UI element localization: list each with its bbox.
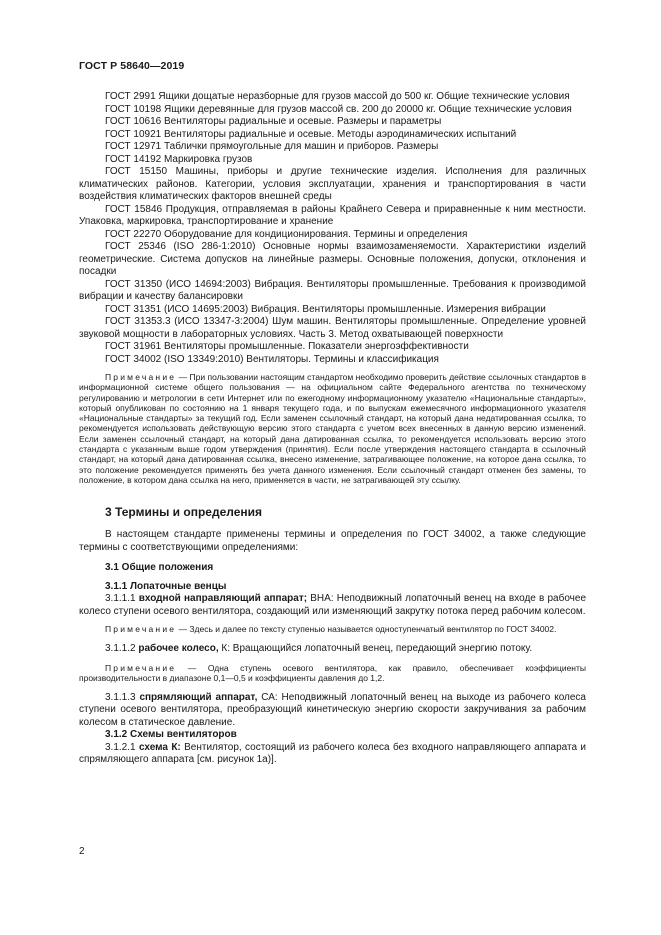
ref-gost-14192: ГОСТ 14192 Маркировка грузов	[105, 153, 253, 165]
ref-gost-34002: ГОСТ 34002 (ISO 13349:2010) Вентиляторы. Термины и классификация	[105, 353, 439, 365]
ref-gost-31353-3: ГОСТ 31353.3 (ИСО 13347-3:2004) Шум машин. Вентиляторы промышленные. Определение уровней звуковой мощности в лабораторных условиях. Часть 3. Метод охватывающей поверхности	[79, 316, 586, 340]
ref-gost-10616: ГОСТ 10616 Вентиляторы радиальные и осевые. Размеры и параметры	[105, 116, 442, 127]
section-3-title: 3 Термины и определения	[105, 505, 263, 520]
document-body	[79, 91, 586, 767]
section-3-1-2-title: 3.1.2 Схемы вентиляторов	[105, 729, 237, 741]
ref-gost-10198: ГОСТ 10198 Ящики деревянные для грузов массой св. 200 до 20000 кг. Общие технические условия	[105, 103, 572, 115]
ref-gost-12971: ГОСТ 12971 Таблички прямоугольные для машин и приборов. Размеры	[105, 141, 439, 152]
section-3-intro: В настоящем стандарте применены термины и определения по ГОСТ 34002, а также следующие термины с соответствующими определениями:	[79, 529, 586, 553]
term-name: рабочее колесо,	[138, 642, 219, 654]
term-name: схема К:	[138, 741, 181, 753]
term-name: входной направляющий аппарат;	[138, 593, 308, 605]
term-3-1-1-2: 3.1.1.2 рабочее колесо, К: Вращающийся лопаточный венец, передающий энергию потоку.	[105, 642, 533, 654]
ref-gost-15846: ГОСТ 15846 Продукция, отправляемая в районы Крайнего Севера и приравненные к ним местности. Упаковка, маркировка, транспортирование и хранение	[79, 203, 586, 227]
term-3-1-2-1: 3.1.2.1 схема К: Вентилятор, состоящий из рабочего колеса без входного направляющего аппарата и спрямляющего аппарата [см. рисунок 1а)].	[79, 741, 586, 766]
note-3-1-1-2: Примечание — Одна ступень осевого вентилятора, как правило, обеспечивает коэффициенты производительности в диапазоне 0,1—0,5 и коэффициенты давления до 1,2.	[79, 663, 586, 684]
ref-gost-31961: ГОСТ 31961 Вентиляторы промышленные. Показатели энергоэффективности	[105, 341, 469, 352]
note-references	[79, 372, 586, 485]
document-header: ГОСТ Р 58640—2019	[79, 60, 185, 72]
page-number: 2	[79, 846, 85, 857]
ref-gost-15150: ГОСТ 15150 Машины, приборы и другие технические изделия. Исполнения для различных климатических районов. Категории, условия эксплуатации, хранения и транспортирования в части воздействия климатических факторов внешней среды	[79, 166, 586, 202]
section-3-1-1-title: 3.1.1 Лопаточные венцы	[105, 580, 227, 592]
note-3-1-1-1: Примечание — Здесь и далее по тексту ступенью называется одноступенчатый вентилятор по ГОСТ 34002.	[105, 624, 557, 635]
section-3-1-title: 3.1 Общие положения	[105, 562, 214, 574]
term-3-1-1-3: 3.1.1.3 спрямляющий аппарат, СА: Неподвижный лопаточный венец на выходе из рабочего колеса ступени осевого вентилятора, преобразующий кинетическую энергию скорости закручивания за рабочим колесом в статическое давление.	[79, 691, 586, 728]
ref-gost-2991: ГОСТ 2991 Ящики дощатые неразборные для грузов массой до 500 кг. Общие технические условия	[105, 91, 570, 102]
note-label: Примечание	[105, 372, 177, 382]
ref-gost-10921: ГОСТ 10921 Вентиляторы радиальные и осевые. Методы аэродинамических испытаний	[105, 128, 517, 140]
ref-gost-31351: ГОСТ 31351 (ИСО 14695:2003) Вибрация. Вентиляторы промышленные. Измерения вибрации	[105, 303, 546, 315]
term-3-1-1-1: 3.1.1.1 входной направляющий аппарат; ВНА: Неподвижный лопаточный венец на входе в рабочее колесо ступени осевого вентилятора, создающий или изменяющий закрутку потока перед рабочим колесом.	[79, 593, 587, 617]
ref-gost-31350: ГОСТ 31350 (ИСО 14694:2003) Вибрация. Вентиляторы промышленные. Требования к производимой вибрации и качеству балансировки	[79, 278, 586, 302]
term-name: спрямляющий аппарат,	[139, 691, 258, 703]
note-text: — При пользовании настоящим стандартом необходимо проверить действие ссылочных стандартов в информационной системе общего пользования — на официальном сайте Федерального агентства по техническому регулированию и метрологии в сети Интернет или по ежегодному информационному указателю «Национальные стандарты», который опубликован по состоянию на 1 января текущего года, и по выпускам ежемесячного информационного указателя «Национальные стандарты» за текущий год. Если заменен ссылочный стандарт, на который дана недатированная ссылка, то рекомендуется использовать действующую версию этого стандарта с учетом всех внесенных в данную версию изменений. Если заменен ссылочный стандарт, на который дана датированная ссылка, то рекомендуется использовать версию этого стандарта с указанным выше годом утверждения (принятия). Если после утверждения настоящего стандарта в ссылочный стандарт, на который дана датированная ссылка, внесено изменение, затрагивающее положение, на которое дана ссылка, то это положение рекомендуется применять без учета данного изменения. Если ссылочный стандарт отменен без замены, то положение, в котором дана ссылка на него, применяется в части, не затрагивающей эту ссылку.	[79, 372, 586, 485]
ref-gost-25346: ГОСТ 25346 (ISO 286-1:2010) Основные нормы взаимозаменяемости. Характеристики изделий геометрические. Система допусков на линейные размеры. Основные положения, допуски, отклонения и посадки	[79, 241, 586, 277]
ref-gost-22270: ГОСТ 22270 Оборудование для кондиционирования. Термины и определения	[105, 228, 468, 240]
